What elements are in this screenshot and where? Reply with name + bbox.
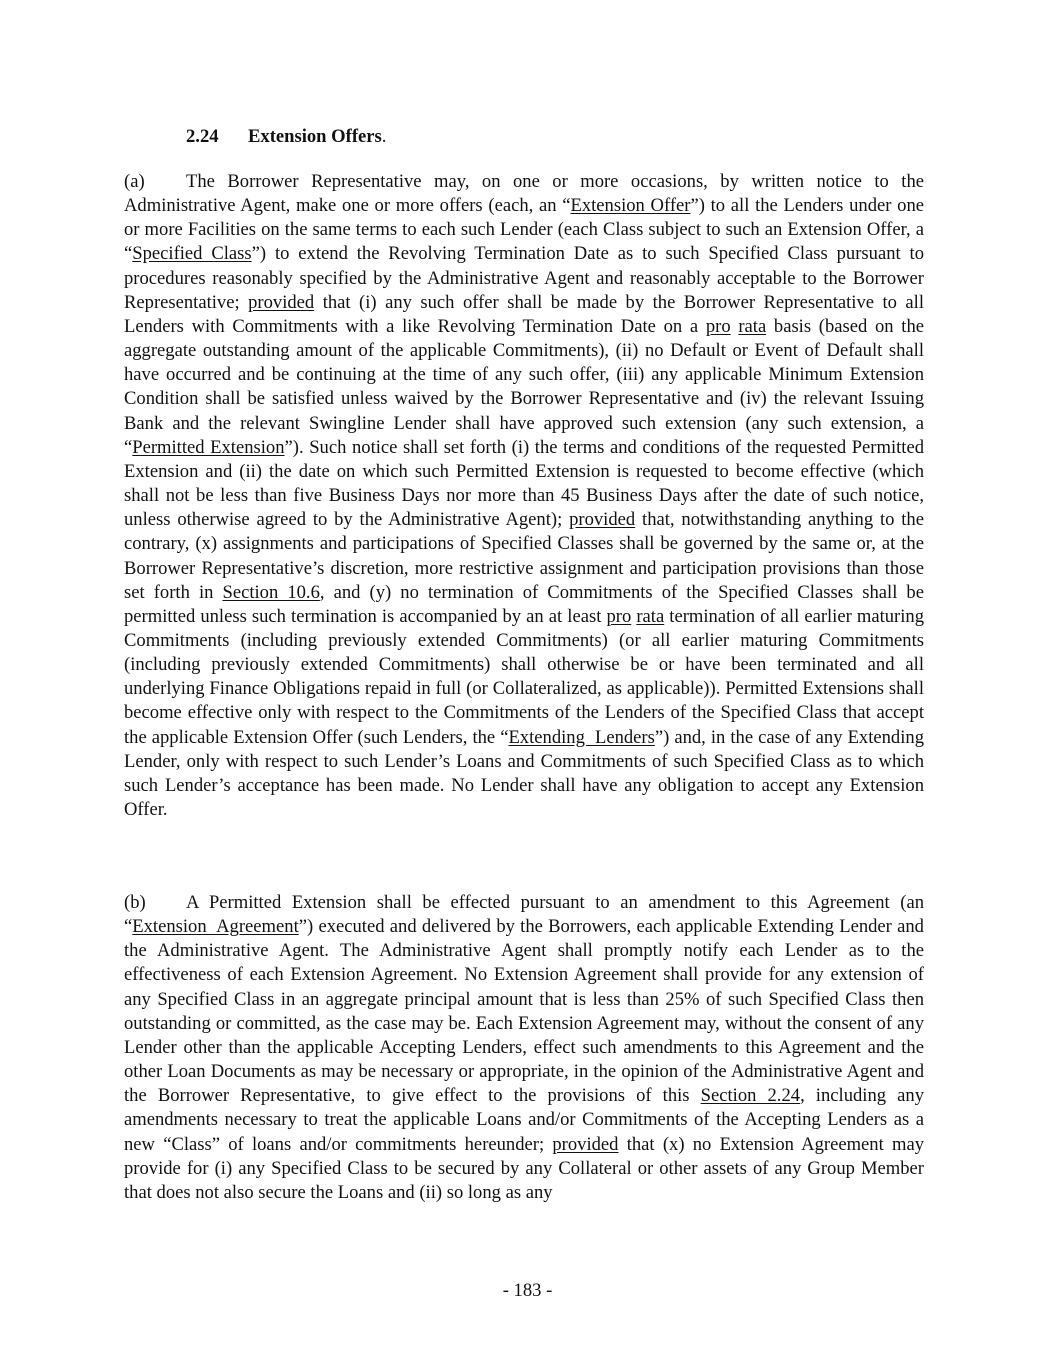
- paragraph-a-text: that (i) any such offer shall be made by the Borrower Representative to all Lenders with Commitments with a like Revolving Termination Date on a: [124, 291, 924, 337]
- paragraph-a-text: ”) to extend the Revolving Termination Date as to such Specified Class pursuant to procedures reasonably specified by the Administrative Agent and reasonably acceptable to the Borrower Representative;: [124, 243, 924, 313]
- paragraph-b-text: ”) executed and delivered by the Borrowers, each applicable Extending Lender and the Administrative Agent. The Administrative Agent shall promptly notify each Lender as to the effectiveness of each Extension Agreement. No Extension Agreement shall provide for any extension of any Specified Class in an aggregate principal amount that is less than 25% of such Specified Class then outstanding or committed, as the case may be. Each Extension Agreement may, without the consent of any Lender other than the applicable Accepting Lenders, effect such amendments to this Agreement and the other Loan Documents as may be necessary or appropriate, in the opinion of the Administrative Agent and the Borrower Representative, to give effect to the provisions of this: [124, 916, 924, 1107]
- section-number: 2.24: [186, 126, 219, 147]
- section-reference-10-6: Section 10.6: [222, 581, 320, 603]
- underlined-pro: pro: [705, 315, 731, 337]
- paragraph-a-text: , and (y) no termination of Commitments of the Specified Classes shall be permitted unless such termination is accompanied by an at least: [124, 581, 924, 627]
- paragraph-a-text: basis (based on the aggregate outstanding amount of the applicable Commitments), (ii) no Default or Event of Default shall have occurred and be continuing at the time of any such offer, (iii) any applicable Minimum Extension Condition shall be satisfied unless waived by the Borrower Representative and (iv) the relevant Issuing Bank and the relevant Swingline Lender shall have approved such extension (any such extension, a “: [124, 315, 925, 458]
- paragraph-a-text: The Borrower Representative may, on one or more occasions, by written notice to the Administrative Agent, make one or more offers (each, an “: [124, 171, 924, 217]
- underlined-provided: provided: [569, 509, 636, 531]
- paragraph-a-text: ”) to all the Lenders under one or more Facilities on the same terms to each such Lender (each Class subject to such an Extension Offer, a “: [124, 195, 924, 265]
- defined-term-permitted-extension: Permitted Extension: [132, 436, 285, 458]
- paragraph-a-text: termination of all earlier maturing Commitments (including previously extended Commitments) (or all earlier maturing Commitments (including previously extended Commitments) shall otherwise be or have been terminated and all underlying Finance Obligations repaid in full (or Collateralized, as applicable)). Permitted Extensions shall become effective only with respect to the Commitments of the Lenders of the Specified Class that accept the applicable Extension Offer (such Lenders, the “: [124, 605, 925, 748]
- paragraph-b: [124, 891, 924, 1205]
- paragraph-a-text: ”). Such notice shall set forth (i) the terms and conditions of the requested Permitted Extension and (ii) the date on which such Permitted Extension is requested to become effective (which shall not be less than five Business Days nor more than 45 Business Days after the date of such notice, unless otherwise agreed to by the Administrative Agent);: [124, 436, 924, 531]
- paragraph-a-text: ”) and, in the case of any Extending Lender, only with respect to such Lender’s Loans and Commitments of such Specified Class as to which such Lender’s acceptance has been made. No Lender shall have any obligation to accept any Extension Offer.: [124, 726, 924, 821]
- underlined-pro: pro: [606, 605, 632, 627]
- underlined-rata: rata: [738, 315, 767, 337]
- defined-term-extension-offer: Extension Offer: [570, 195, 691, 217]
- defined-term-extension-agreement: Extension Agreement: [132, 916, 299, 938]
- section-heading: [186, 126, 386, 148]
- defined-term-extending-lenders: Extending Lenders: [508, 726, 655, 748]
- paragraph-b-marker: (b): [124, 892, 146, 913]
- defined-term-specified-class: Specified Class: [132, 243, 252, 265]
- paragraph-a-marker: (a): [124, 171, 145, 192]
- section-reference-2-24: Section 2.24: [700, 1085, 801, 1107]
- paragraph-b-text: A Permitted Extension shall be effected pursuant to an amendment to this Agreement (an “: [124, 892, 924, 938]
- section-title: Extension Offers: [248, 126, 382, 147]
- underlined-provided: provided: [248, 291, 315, 313]
- section-title-period: .: [381, 126, 387, 147]
- paragraph-b-text: , including any amendments necessary to treat the applicable Loans and/or Commitments of the Accepting Lenders as a new “Class” of loans and/or commitments hereunder;: [124, 1085, 924, 1155]
- underlined-provided: provided: [552, 1133, 619, 1155]
- paragraph-a: [124, 170, 924, 822]
- page-number: - 183 -: [502, 1280, 553, 1301]
- underlined-rata: rata: [636, 605, 665, 627]
- paragraph-b-text: that (x) no Extension Agreement may provide for (i) any Specified Class to be secured by any Collateral or other assets of any Group Member that does not also secure the Loans and (ii) so long as any: [124, 1133, 924, 1203]
- paragraph-a-text: that, notwithstanding anything to the contrary, (x) assignments and participations of Specified Classes shall be governed by the same or, at the Borrower Representative’s discretion, more restrictive assignment and participation provisions than those set forth in: [124, 509, 924, 603]
